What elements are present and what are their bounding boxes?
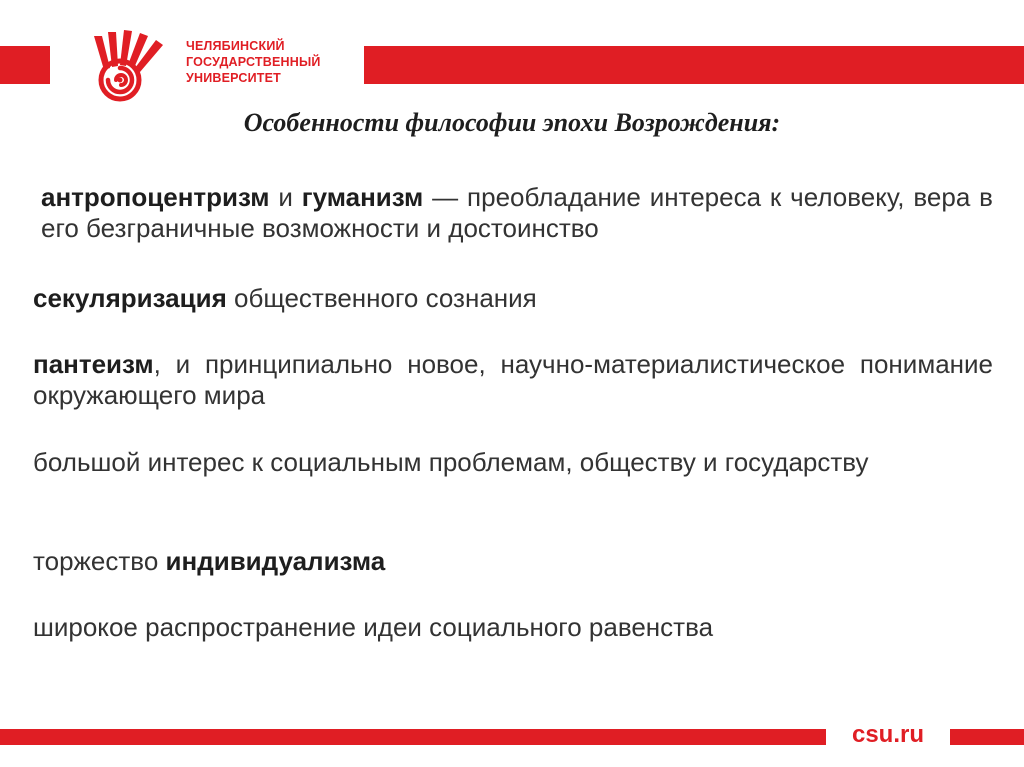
list-item-secularization — [33, 283, 993, 314]
footer-bar-left — [0, 729, 826, 745]
university-name-line-3: УНИВЕРСИТЕТ — [186, 71, 281, 85]
list-item-social-interest — [33, 447, 993, 478]
term-pantheism: пантеизм — [33, 349, 154, 379]
slide-title: Особенности философии эпохи Возрождения: — [243, 108, 781, 137]
university-name-line-1: ЧЕЛЯБИНСКИЙ — [186, 39, 285, 53]
definition-text: общественного сознания — [226, 283, 537, 313]
item-text: широкое распространение идеи социального равенства — [33, 612, 714, 642]
footer-site-link[interactable]: csu.ru — [851, 721, 925, 748]
list-item-pantheism — [33, 349, 993, 411]
list-item-individualism — [33, 546, 993, 577]
connector-text: и — [269, 182, 302, 212]
term-secularization: секуляризация — [33, 283, 227, 313]
list-item-social-equality — [33, 612, 993, 643]
list-item-anthropocentrism — [33, 182, 993, 244]
definition-text: — преобладание интереса к человеку, вера в его безграничные возможности и достоинство — [41, 182, 993, 243]
definition-text: , и принципиально новое, научно-материалистическое понимание окружающего мира — [33, 349, 993, 410]
header-bar-right — [364, 46, 1024, 84]
university-name — [186, 38, 356, 86]
term-humanism: гуманизм — [301, 182, 424, 212]
header-bar-left — [0, 46, 50, 84]
item-text: большой интерес к социальным проблемам, обществу и государству — [33, 447, 869, 477]
university-name-line-2: ГОСУДАРСТВЕННЫЙ — [186, 55, 321, 69]
shell-spiral-logo-icon — [80, 30, 176, 102]
term-individualism: индивидуализма — [165, 546, 386, 576]
term-anthropocentrism: антропоцентризм — [41, 182, 270, 212]
item-lead-text: торжество — [33, 546, 166, 576]
footer-bar-right — [950, 729, 1024, 745]
